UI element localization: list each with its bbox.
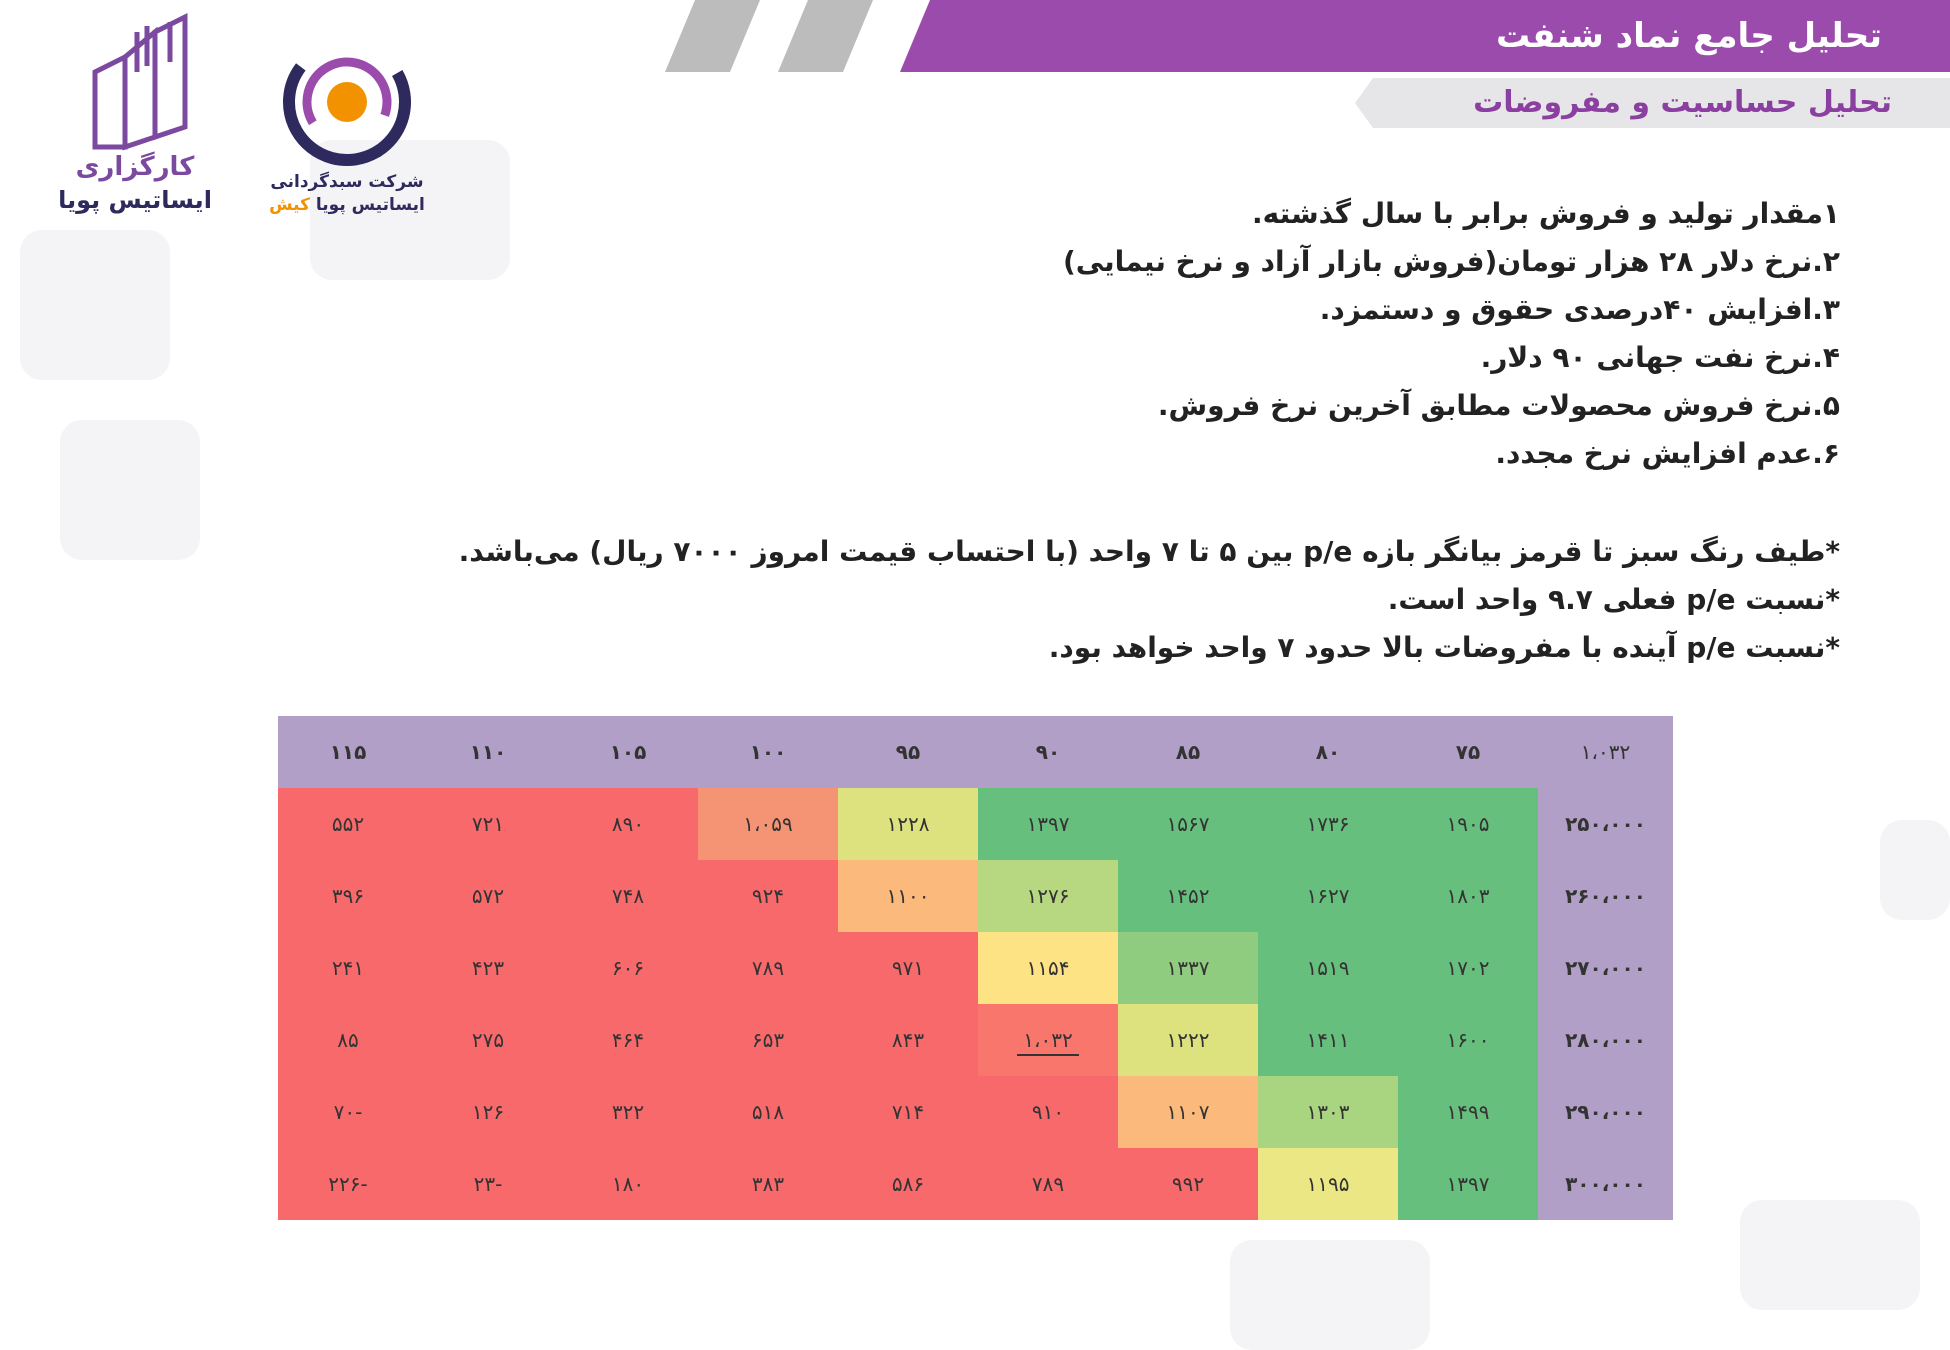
table-cell: ۷۸۹ — [698, 932, 838, 1004]
column-header: ۱۰۰ — [698, 716, 838, 788]
assumption-item: ۴.نرخ نفت جهانی ۹۰ دلار. — [1480, 341, 1840, 374]
table-cell: ۱۸۰ — [558, 1148, 698, 1220]
table-cell: ۱۲۶ — [418, 1076, 558, 1148]
table-cell: ۱۸۰۳ — [1398, 860, 1538, 932]
table-row — [278, 1004, 1673, 1076]
table-cell: ۱۶۲۷ — [1258, 860, 1398, 932]
table-header-row — [278, 716, 1673, 788]
column-header: ۹۵ — [838, 716, 978, 788]
note-item: *نسبت p/e فعلی ۹.۷ واحد است. — [1387, 583, 1840, 616]
table-cell: ۶۵۳ — [698, 1004, 838, 1076]
fund-logo-line1: شرکت سبدگردانی — [270, 172, 424, 192]
table-row — [278, 1076, 1673, 1148]
fund-logo — [262, 32, 432, 222]
column-header: ۷۵ — [1398, 716, 1538, 788]
table-cell: ۵۷۲ — [418, 860, 558, 932]
table-cell: ۱۵۶۷ — [1118, 788, 1258, 860]
table-cell: ۴۶۴ — [558, 1004, 698, 1076]
table-cell: ۷۲۱ — [418, 788, 558, 860]
assumption-item: ۶.عدم افزایش نرخ مجدد. — [1495, 437, 1840, 470]
column-header: ۱۱۰ — [418, 716, 558, 788]
table-row — [278, 860, 1673, 932]
assumption-item: ۵.نرخ فروش محصولات مطابق آخرین نرخ فروش. — [1157, 389, 1840, 422]
assumption-item: ۲.نرخ دلار ۲۸ هزار تومان(فروش بازار آزاد و نرخ نیمایی) — [1063, 245, 1840, 278]
table-cell: ۱،۰۵۹ — [698, 788, 838, 860]
table-cell: ۷۸۹ — [978, 1148, 1118, 1220]
column-header: ۸۰ — [1258, 716, 1398, 788]
table-cell: ۳۲۲ — [558, 1076, 698, 1148]
table-cell: ۵۵۲ — [278, 788, 418, 860]
table-cell: ۷۱۴ — [838, 1076, 978, 1148]
table-cell: ۱۳۰۳ — [1258, 1076, 1398, 1148]
table-cell: ۵۸۶ — [838, 1148, 978, 1220]
fund-logo-name: ایساتیس پویا — [315, 195, 425, 215]
table-cell: ۱۷۰۲ — [1398, 932, 1538, 1004]
sensitivity-table — [278, 716, 1673, 1220]
broker-logo — [30, 12, 240, 222]
table-cell: ۵۱۸ — [698, 1076, 838, 1148]
fund-logo-accent: کیش — [269, 195, 310, 215]
table-row — [278, 788, 1673, 860]
fund-logo-line2 — [262, 195, 432, 215]
table-cell: ۱۲۷۶ — [978, 860, 1118, 932]
row-header: ۲۸۰،۰۰۰ — [1538, 1004, 1673, 1076]
broker-logo-line2: ایساتیس پویا — [58, 186, 212, 214]
table-cell: ۱۱۰۷ — [1118, 1076, 1258, 1148]
background-tile — [1740, 1200, 1920, 1310]
table-cell: ۱۴۵۲ — [1118, 860, 1258, 932]
row-header: ۲۷۰،۰۰۰ — [1538, 932, 1673, 1004]
column-header: ۹۰ — [978, 716, 1118, 788]
table-cell: ۱۳۹۷ — [978, 788, 1118, 860]
table-cell: ۱۷۳۶ — [1258, 788, 1398, 860]
table-cell: ۳۸۳ — [698, 1148, 838, 1220]
table-corner-cell: ۱،۰۳۲ — [1538, 716, 1673, 788]
background-tile — [1880, 820, 1950, 920]
table-cell: ۱۳۹۷ — [1398, 1148, 1538, 1220]
table-cell: ۲۴۱ — [278, 932, 418, 1004]
table-cell: -۲۲۶ — [278, 1148, 418, 1220]
column-header: ۱۰۵ — [558, 716, 698, 788]
table-cell: ۱۶۰۰ — [1398, 1004, 1538, 1076]
table-cell-current — [978, 1004, 1118, 1076]
table-cell: ۸۵ — [278, 1004, 418, 1076]
assumption-item: ۱مقدار تولید و فروش برابر با سال گذشته. — [1252, 197, 1840, 230]
table-cell: ۹۷۱ — [838, 932, 978, 1004]
header-stripe — [778, 0, 873, 72]
table-cell: ۳۹۶ — [278, 860, 418, 932]
table-cell: ۱۲۲۸ — [838, 788, 978, 860]
background-tile — [60, 420, 200, 560]
table-cell: ۸۴۳ — [838, 1004, 978, 1076]
page-title: تحلیل جامع نماد شنفت — [1496, 16, 1882, 56]
table-cell: ۱۴۱۱ — [1258, 1004, 1398, 1076]
table-cell: ۹۹۲ — [1118, 1148, 1258, 1220]
table-row — [278, 1148, 1673, 1220]
table-cell: ۷۴۸ — [558, 860, 698, 932]
section-title: تحلیل حساسیت و مفروضات — [1473, 85, 1892, 120]
column-header: ۱۱۵ — [278, 716, 418, 788]
table-cell: ۱۹۰۵ — [1398, 788, 1538, 860]
assumptions-list — [540, 190, 1840, 478]
table-cell: ۱۲۲۲ — [1118, 1004, 1258, 1076]
assumption-item: ۳.افزایش ۴۰درصدی حقوق و دستمزد. — [1319, 293, 1840, 326]
building-icon — [85, 12, 195, 152]
table-cell: ۱۱۵۴ — [978, 932, 1118, 1004]
background-tile — [20, 230, 170, 380]
table-cell: ۶۰۶ — [558, 932, 698, 1004]
note-item: *نسبت p/e آینده با مفروضات بالا حدود ۷ واحد خواهد بود. — [1048, 631, 1840, 664]
table-cell: ۱۳۳۷ — [1118, 932, 1258, 1004]
table-cell: ۱۴۹۹ — [1398, 1076, 1538, 1148]
table-cell: -۷۰ — [278, 1076, 418, 1148]
note-item: *طیف رنگ سبز تا قرمز بیانگر بازه p/e بین ۵ تا ۷ واحد (با احتساب قیمت امروز ۷۰۰۰ ریال) می‌باشد. — [458, 535, 1840, 568]
table-cell: ۹۱۰ — [978, 1076, 1118, 1148]
background-tile — [1230, 1240, 1430, 1350]
table-cell: -۲۳ — [418, 1148, 558, 1220]
table-cell: ۲۷۵ — [418, 1004, 558, 1076]
current-estimate: ۱،۰۳۲ — [1017, 1028, 1078, 1056]
ring-logo-icon — [277, 32, 417, 172]
notes-list — [340, 528, 1840, 672]
header-stripe — [665, 0, 760, 72]
table-cell: ۱۱۹۵ — [1258, 1148, 1398, 1220]
row-header: ۲۹۰،۰۰۰ — [1538, 1076, 1673, 1148]
row-header: ۳۰۰،۰۰۰ — [1538, 1148, 1673, 1220]
table-row — [278, 932, 1673, 1004]
table-cell: ۱۱۰۰ — [838, 860, 978, 932]
table-cell: ۹۲۴ — [698, 860, 838, 932]
broker-logo-line1: کارگزاری — [75, 152, 195, 182]
row-header: ۲۵۰،۰۰۰ — [1538, 788, 1673, 860]
row-header: ۲۶۰،۰۰۰ — [1538, 860, 1673, 932]
table-cell: ۴۲۳ — [418, 932, 558, 1004]
table-cell: ۱۵۱۹ — [1258, 932, 1398, 1004]
table-cell: ۸۹۰ — [558, 788, 698, 860]
column-header: ۸۵ — [1118, 716, 1258, 788]
